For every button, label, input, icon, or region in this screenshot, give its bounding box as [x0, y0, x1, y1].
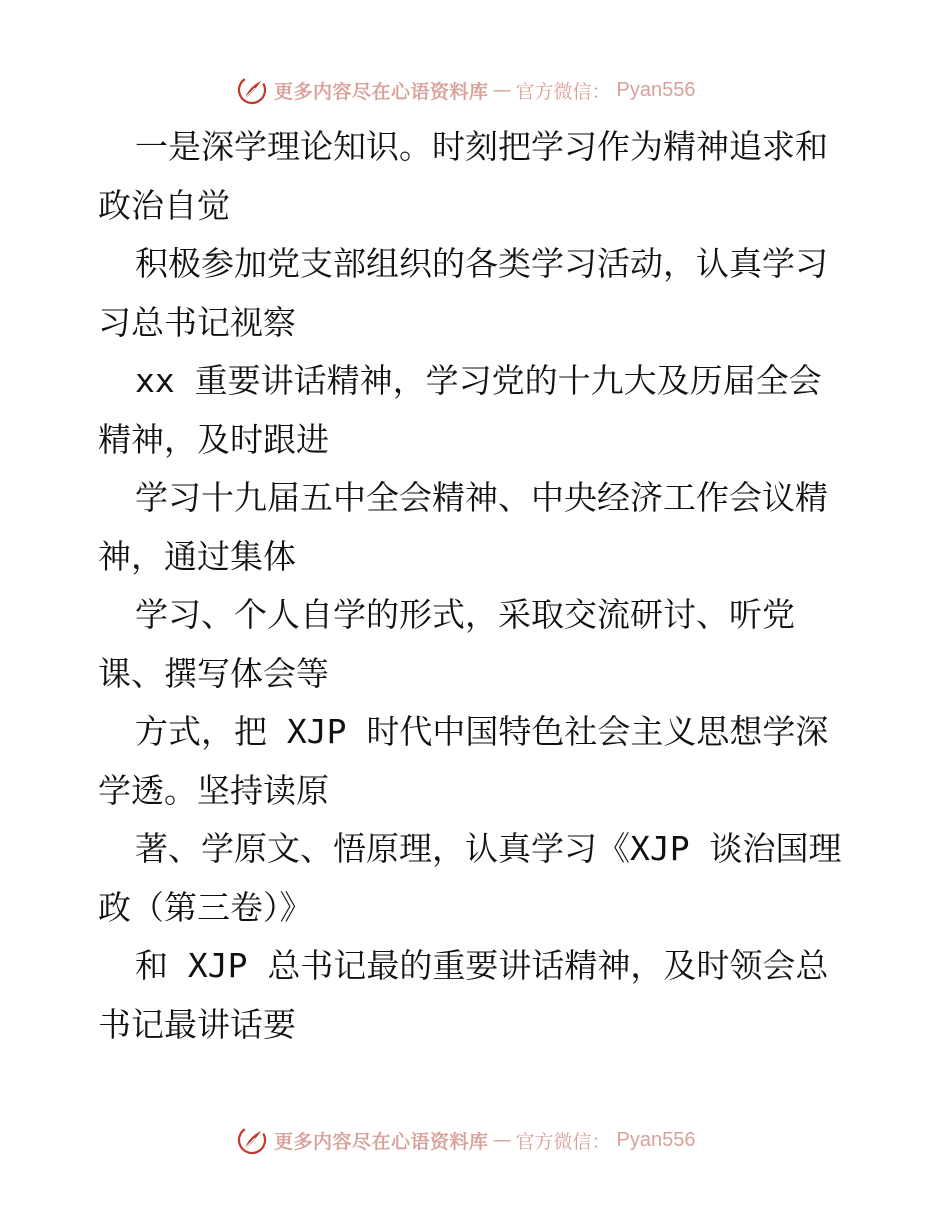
footer-wechat-label: 官方微信： — [515, 1130, 611, 1153]
text-line: xx 重要讲话精神，学习党的十九大及历届全会 — [135, 361, 822, 400]
text-line: 神，通过集体 — [98, 536, 296, 576]
text-line: 学习、个人自学的形式，采取交流研讨、听党 — [135, 595, 795, 634]
header-watermark — [236, 72, 756, 108]
text-line: 政（第三卷）》 — [98, 887, 313, 927]
document-body — [98, 118, 858, 1054]
footer-wechat-id: Pyan556 — [616, 1128, 696, 1151]
text-line: 习总书记视察 — [98, 302, 296, 342]
footer-brand-text: 更多内容尽在心语资料库 — [274, 1130, 489, 1153]
text-line: 积极参加党支部组织的各类学习活动，认真学习 — [135, 244, 828, 283]
text-line: 学习十九届五中全会精神、中央经济工作会议精 — [135, 478, 828, 517]
text-line: 一是深学理论知识。时刻把学习作为精神追求和 — [135, 127, 828, 166]
text-line: 学透。坚持读原 — [98, 770, 329, 810]
text-line: 著、学原文、悟原理，认真学习《XJP 谈治国理 — [135, 829, 842, 868]
text-line: 课、撰写体会等 — [98, 653, 329, 693]
feather-circle-logo-icon — [236, 74, 268, 106]
text-line: 政治自觉 — [98, 185, 230, 225]
text-line: 精神，及时跟进 — [98, 419, 329, 459]
header-separator: — — [492, 79, 512, 101]
text-line: 方式，把 XJP 时代中国特色社会主义思想学深 — [135, 712, 829, 751]
header-wechat-id: Pyan556 — [616, 78, 696, 101]
text-line: 和 XJP 总书记最的重要讲话精神，及时领会总 — [135, 946, 829, 985]
footer-separator: — — [492, 1129, 512, 1151]
footer-watermark — [236, 1122, 756, 1158]
header-wechat-label: 官方微信： — [515, 80, 611, 103]
text-line: 书记最讲话要 — [98, 1004, 296, 1044]
header-brand-text: 更多内容尽在心语资料库 — [274, 80, 489, 103]
feather-circle-logo-icon — [236, 1124, 268, 1156]
